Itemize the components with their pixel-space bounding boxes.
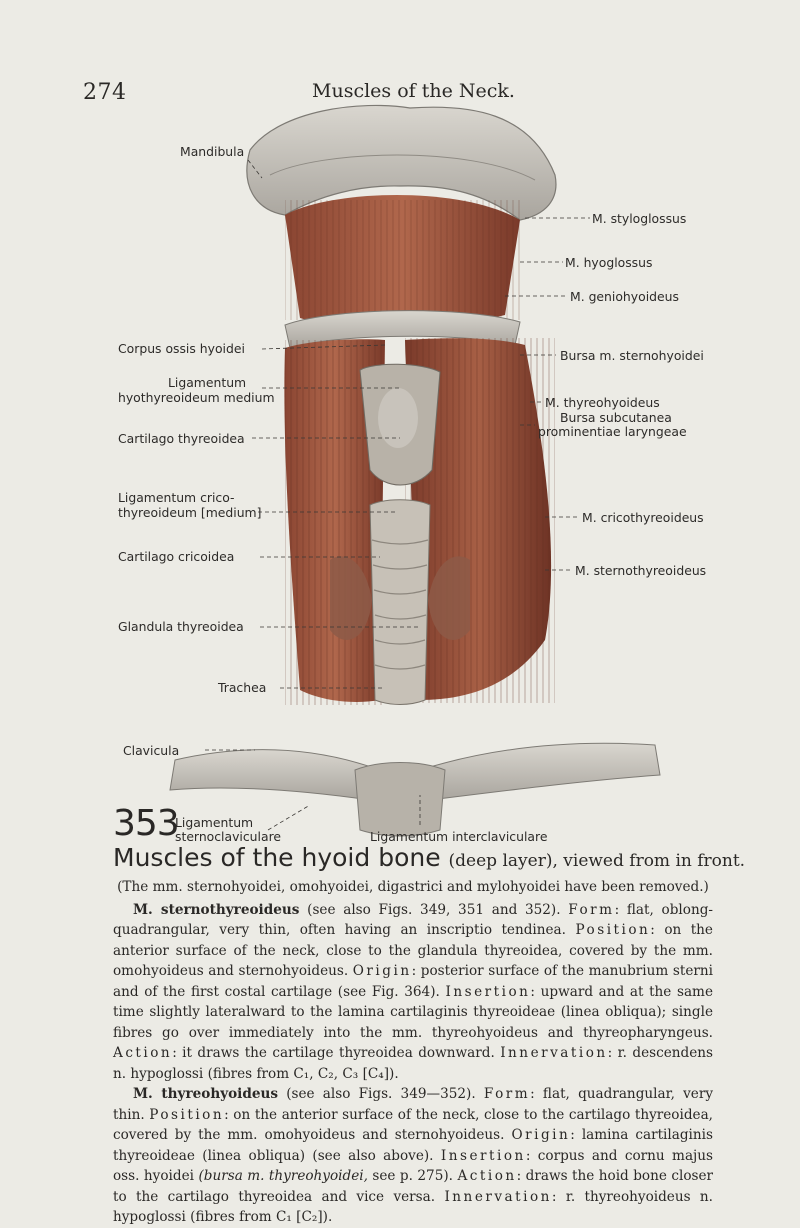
paragraph-thyreohyoideus: M. thyreohyoideus (see also Figs. 349—352). Form: flat, quadrangular, very thin. Position: on the anterior surface of the neck, close to the cartilago thyreoidea, covered by the mm. omohyoideus and sternohyoideus. Origin: lamina cartilaginis thyreoideae (linea obliqua) (see also above). Insertion: corpus and cornu majus oss. hyoidei (bursa m. thyreohyoidei, see p. 275). Action: draws the hoid bone closer to the cartilago thyreoidea and vice versa. Innervation: r. thyreohyoideus n. hypoglossi (fibres from C₁ [C₂]). bbox=[113, 1086, 714, 1225]
label-trachea: Trachea bbox=[218, 680, 267, 695]
paragraph-sternothyreoideus: M. sternothyreoideus (see also Figs. 349, 351 and 352). Form: flat, oblong-quadrangular, very thin, often having an inscriptio tendinea. Position: on the anterior surface of the neck, close to the glandula thyreoidea, covered by the mm. omohyoideus and sternohyoideus. Origin: posterior surface of the manubrium sterni and of the first costal cartilage (see Fig. 364). Insertion: upward and at the same time slightly lateralward to the lamina cartilaginis thyreoideae (linea obliqua); single fibres go over immediately into the mm. thyreohyoideus and thyreopharyngeus. Action: it draws the cartilage thyreoidea downward. Innervation: r. descendens n. hypoglossi (fibres from C₁, C₂, C₃ [C₄]). bbox=[113, 901, 714, 1082]
caption-title: Muscles of the hyoid bone bbox=[113, 843, 441, 872]
label-thyreohyoideus: M. thyreohyoideus bbox=[545, 395, 660, 410]
label-glandula-thyreoidea: Glandula thyreoidea bbox=[118, 619, 244, 634]
term-thyreohyoideus: M. thyreohyoideus bbox=[133, 1086, 279, 1102]
label-cricothyreoideus: M. cricothyreoideus bbox=[582, 510, 704, 525]
trachea-shape bbox=[370, 500, 430, 705]
caption-note: (The mm. sternohyoidei, omohyoidei, digastrici and mylohyoidei have been removed.) bbox=[117, 879, 709, 895]
label-styloglossus: M. styloglossus bbox=[592, 211, 687, 226]
label-mandibula: Mandibula bbox=[180, 144, 245, 159]
label-lig-sternoclaviculare-line1: Ligamentum bbox=[175, 815, 254, 830]
label-lig-sternoclaviculare-line2: sternoclaviculare bbox=[175, 829, 282, 844]
label-lig-hyothyreoideum-line2: hyothyreoideum medium bbox=[118, 390, 275, 405]
page-number: 274 bbox=[83, 80, 127, 105]
label-geniohyoideus: M. geniohyoideus bbox=[570, 289, 679, 304]
label-corpus-ossis-hyoidei: Corpus ossis hyoidei bbox=[118, 341, 245, 356]
left-clavicle bbox=[170, 750, 380, 800]
label-bursa-subcutanea-line1: Bursa subcutanea bbox=[560, 410, 672, 425]
body-text bbox=[113, 877, 713, 1228]
caption-subtitle: (deep layer), viewed from in front. bbox=[448, 851, 746, 871]
label-sternothyreoideus: M. sternothyreoideus bbox=[575, 563, 707, 578]
term-sternothyreoideus: M. sternothyreoideus bbox=[133, 901, 300, 918]
label-cartilago-cricoidea: Cartilago cricoidea bbox=[118, 549, 235, 564]
label-clavicula: Clavicula bbox=[123, 743, 180, 758]
label-lig-hyothyreoideum-line1: Ligamentum bbox=[168, 375, 247, 390]
label-bursa-subcutanea-line2: prominentiae laryngeae bbox=[538, 424, 687, 439]
label-cartilago-thyreoidea: Cartilago thyreoidea bbox=[118, 431, 245, 446]
figure-number: 353 bbox=[113, 803, 179, 844]
label-lig-interclaviculare: Ligamentum interclaviculare bbox=[370, 829, 548, 844]
right-clavicle bbox=[420, 743, 660, 800]
label-hyoglossus: M. hyoglossus bbox=[565, 255, 653, 270]
manubrium bbox=[355, 763, 445, 837]
label-bursa-sternohyoidei: Bursa m. sternohyoidei bbox=[560, 348, 704, 363]
figure-caption bbox=[113, 843, 745, 876]
running-head: Muscles of the Neck. bbox=[312, 80, 515, 102]
label-lig-cricothyreoideum-line1: Ligamentum crico- bbox=[118, 490, 235, 505]
label-lig-cricothyreoideum-line2: thyreoideum [medium] bbox=[118, 505, 262, 520]
